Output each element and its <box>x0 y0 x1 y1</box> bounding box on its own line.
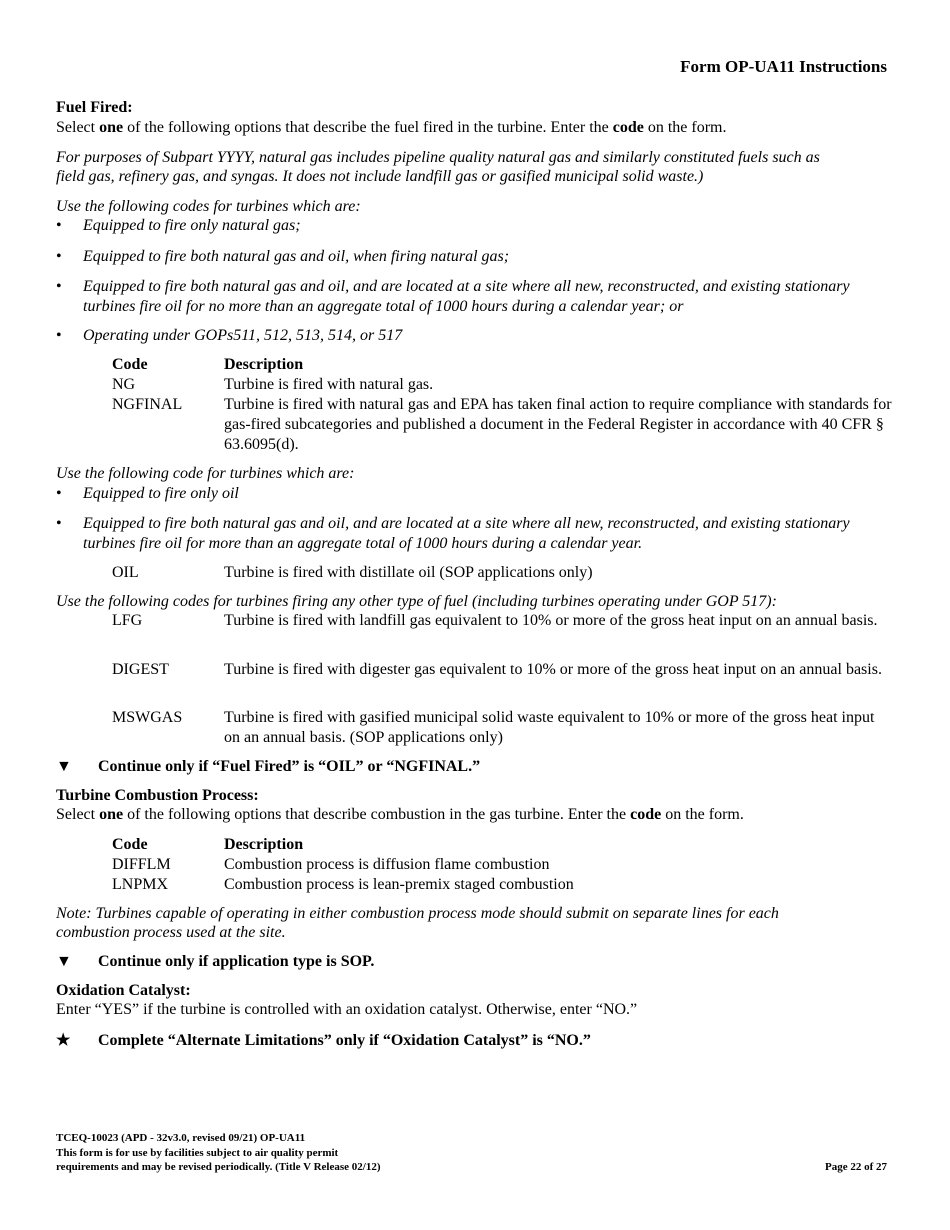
list-item-text: Equipped to fire both natural gas and oil, and are located at a site where all new, reconstructed, and existing stationary turbines fire oil for more than an aggregate total of 1000 hours during a calendar year. <box>83 515 850 552</box>
description-cell: Turbine is fired with digester gas equivalent to 10% or more of the gross heat input on an annual basis. <box>224 661 882 678</box>
bullet-icon: • <box>56 515 62 532</box>
instr-text: Select <box>56 806 100 823</box>
table-header-code: Code <box>112 356 148 373</box>
code-cell: MSWGAS <box>112 709 183 726</box>
page-number: Page 22 of 27 <box>824 1161 887 1173</box>
footer-note-line1: This form is for use by facilities subject to air quality permit <box>56 1147 339 1159</box>
group1-intro: Use the following codes for turbines which are: <box>56 198 361 215</box>
table-header-description: Description <box>224 836 304 853</box>
code-cell: LNPMX <box>112 876 169 893</box>
fuel-fired-instruction <box>56 118 906 138</box>
combustion-note-line1: Note: Turbines capable of operating in either combustion process mode should submit on separate lines for each <box>56 905 779 922</box>
continue-instruction: Continue only if “Fuel Fired” is “OIL” or “NGFINAL.” <box>98 758 481 775</box>
bullet-icon: • <box>56 278 62 295</box>
list-item-text: Equipped to fire only natural gas; <box>83 217 301 234</box>
list-item-text: Equipped to fire only oil <box>83 485 239 502</box>
table-header-code: Code <box>112 836 148 853</box>
instr-emph-one: one <box>99 806 124 823</box>
instr-text: of the following options that describe the fuel fired in the turbine. Enter the <box>123 119 613 136</box>
instr-text: Select <box>56 119 100 136</box>
instr-text: on the form. <box>643 119 727 136</box>
code-cell: DIGEST <box>112 661 169 678</box>
description-cell: Turbine is fired with distillate oil (SOP applications only) <box>224 564 593 581</box>
combustion-instruction <box>56 805 906 825</box>
instr-emph-code: code <box>630 806 662 823</box>
complete-instruction: Complete “Alternate Limitations” only if “Oxidation Catalyst” is “NO.” <box>98 1032 591 1049</box>
group3-intro: Use the following codes for turbines firing any other type of fuel (including turbines operating under GOP 517): <box>56 593 777 610</box>
oxidation-text: Enter “YES” if the turbine is controlled with an oxidation catalyst. Otherwise, enter “NO.” <box>56 1001 638 1018</box>
triangle-down-icon: ▼ <box>56 953 72 970</box>
code-cell: DIFFLM <box>112 856 171 873</box>
code-cell: LFG <box>112 612 143 629</box>
triangle-down-icon: ▼ <box>56 758 72 775</box>
bullet-icon: • <box>56 248 62 265</box>
code-cell: NG <box>112 376 136 393</box>
continue-instruction: Continue only if application type is SOP. <box>98 953 375 970</box>
description-cell: Turbine is fired with natural gas and EPA has taken final action to require compliance with standards for gas-fired subcategories and published a document in the Federal Register in accordance with 40 CFR § 63.6095(d). <box>224 396 892 453</box>
table-header-description: Description <box>224 356 304 373</box>
oxidation-heading: Oxidation Catalyst: <box>56 982 191 999</box>
instr-text: on the form. <box>661 806 744 823</box>
group2-intro: Use the following code for turbines which are: <box>56 465 355 482</box>
combustion-note-line2: combustion process used at the site. <box>56 924 286 941</box>
list-item-text: Operating under GOPs511, 512, 513, 514, or 517 <box>83 327 403 344</box>
fuel-fired-heading: Fuel Fired: <box>56 99 133 116</box>
code-cell: OIL <box>112 564 139 581</box>
description-cell: Turbine is fired with gasified municipal solid waste equivalent to 10% or more of the gross heat input on an annual basis. (SOP applications only) <box>224 709 875 746</box>
description-cell: Turbine is fired with landfill gas equivalent to 10% or more of the gross heat input on an annual basis. <box>224 612 878 629</box>
description-cell: Turbine is fired with natural gas. <box>224 376 434 393</box>
bullet-icon: • <box>56 485 62 502</box>
footer-form-id: TCEQ-10023 (APD - 32v3.0, revised 09/21) OP-UA11 <box>56 1132 306 1144</box>
instr-text: of the following options that describe combustion in the gas turbine. Enter the <box>123 806 631 823</box>
instr-emph-code: code <box>612 119 644 136</box>
combustion-heading: Turbine Combustion Process: <box>56 787 259 804</box>
natural-gas-note-line2: field gas, refinery gas, and syngas. It does not include landfill gas or gasified municipal solid waste.) <box>56 168 704 185</box>
description-cell: Combustion process is diffusion flame combustion <box>224 856 550 873</box>
page-title: Form OP-UA11 Instructions <box>680 57 887 76</box>
footer-note-line2: requirements and may be revised periodically. (Title V Release 02/12) <box>56 1161 381 1173</box>
bullet-icon: • <box>56 327 62 344</box>
star-icon: ★ <box>56 1032 71 1049</box>
natural-gas-note-line1: For purposes of Subpart YYYY, natural gas includes pipeline quality natural gas and similarly constituted fuels such as <box>56 149 820 166</box>
code-cell: NGFINAL <box>112 396 183 413</box>
instr-emph-one: one <box>99 119 124 136</box>
list-item-text: Equipped to fire both natural gas and oil, when firing natural gas; <box>83 248 510 265</box>
bullet-icon: • <box>56 217 62 234</box>
description-cell: Combustion process is lean-premix staged combustion <box>224 876 574 893</box>
list-item-text: Equipped to fire both natural gas and oil, and are located at a site where all new, reconstructed, and existing stationary turbines fire oil for no more than an aggregate total of 1000 hours during a calendar year; or <box>83 278 850 315</box>
